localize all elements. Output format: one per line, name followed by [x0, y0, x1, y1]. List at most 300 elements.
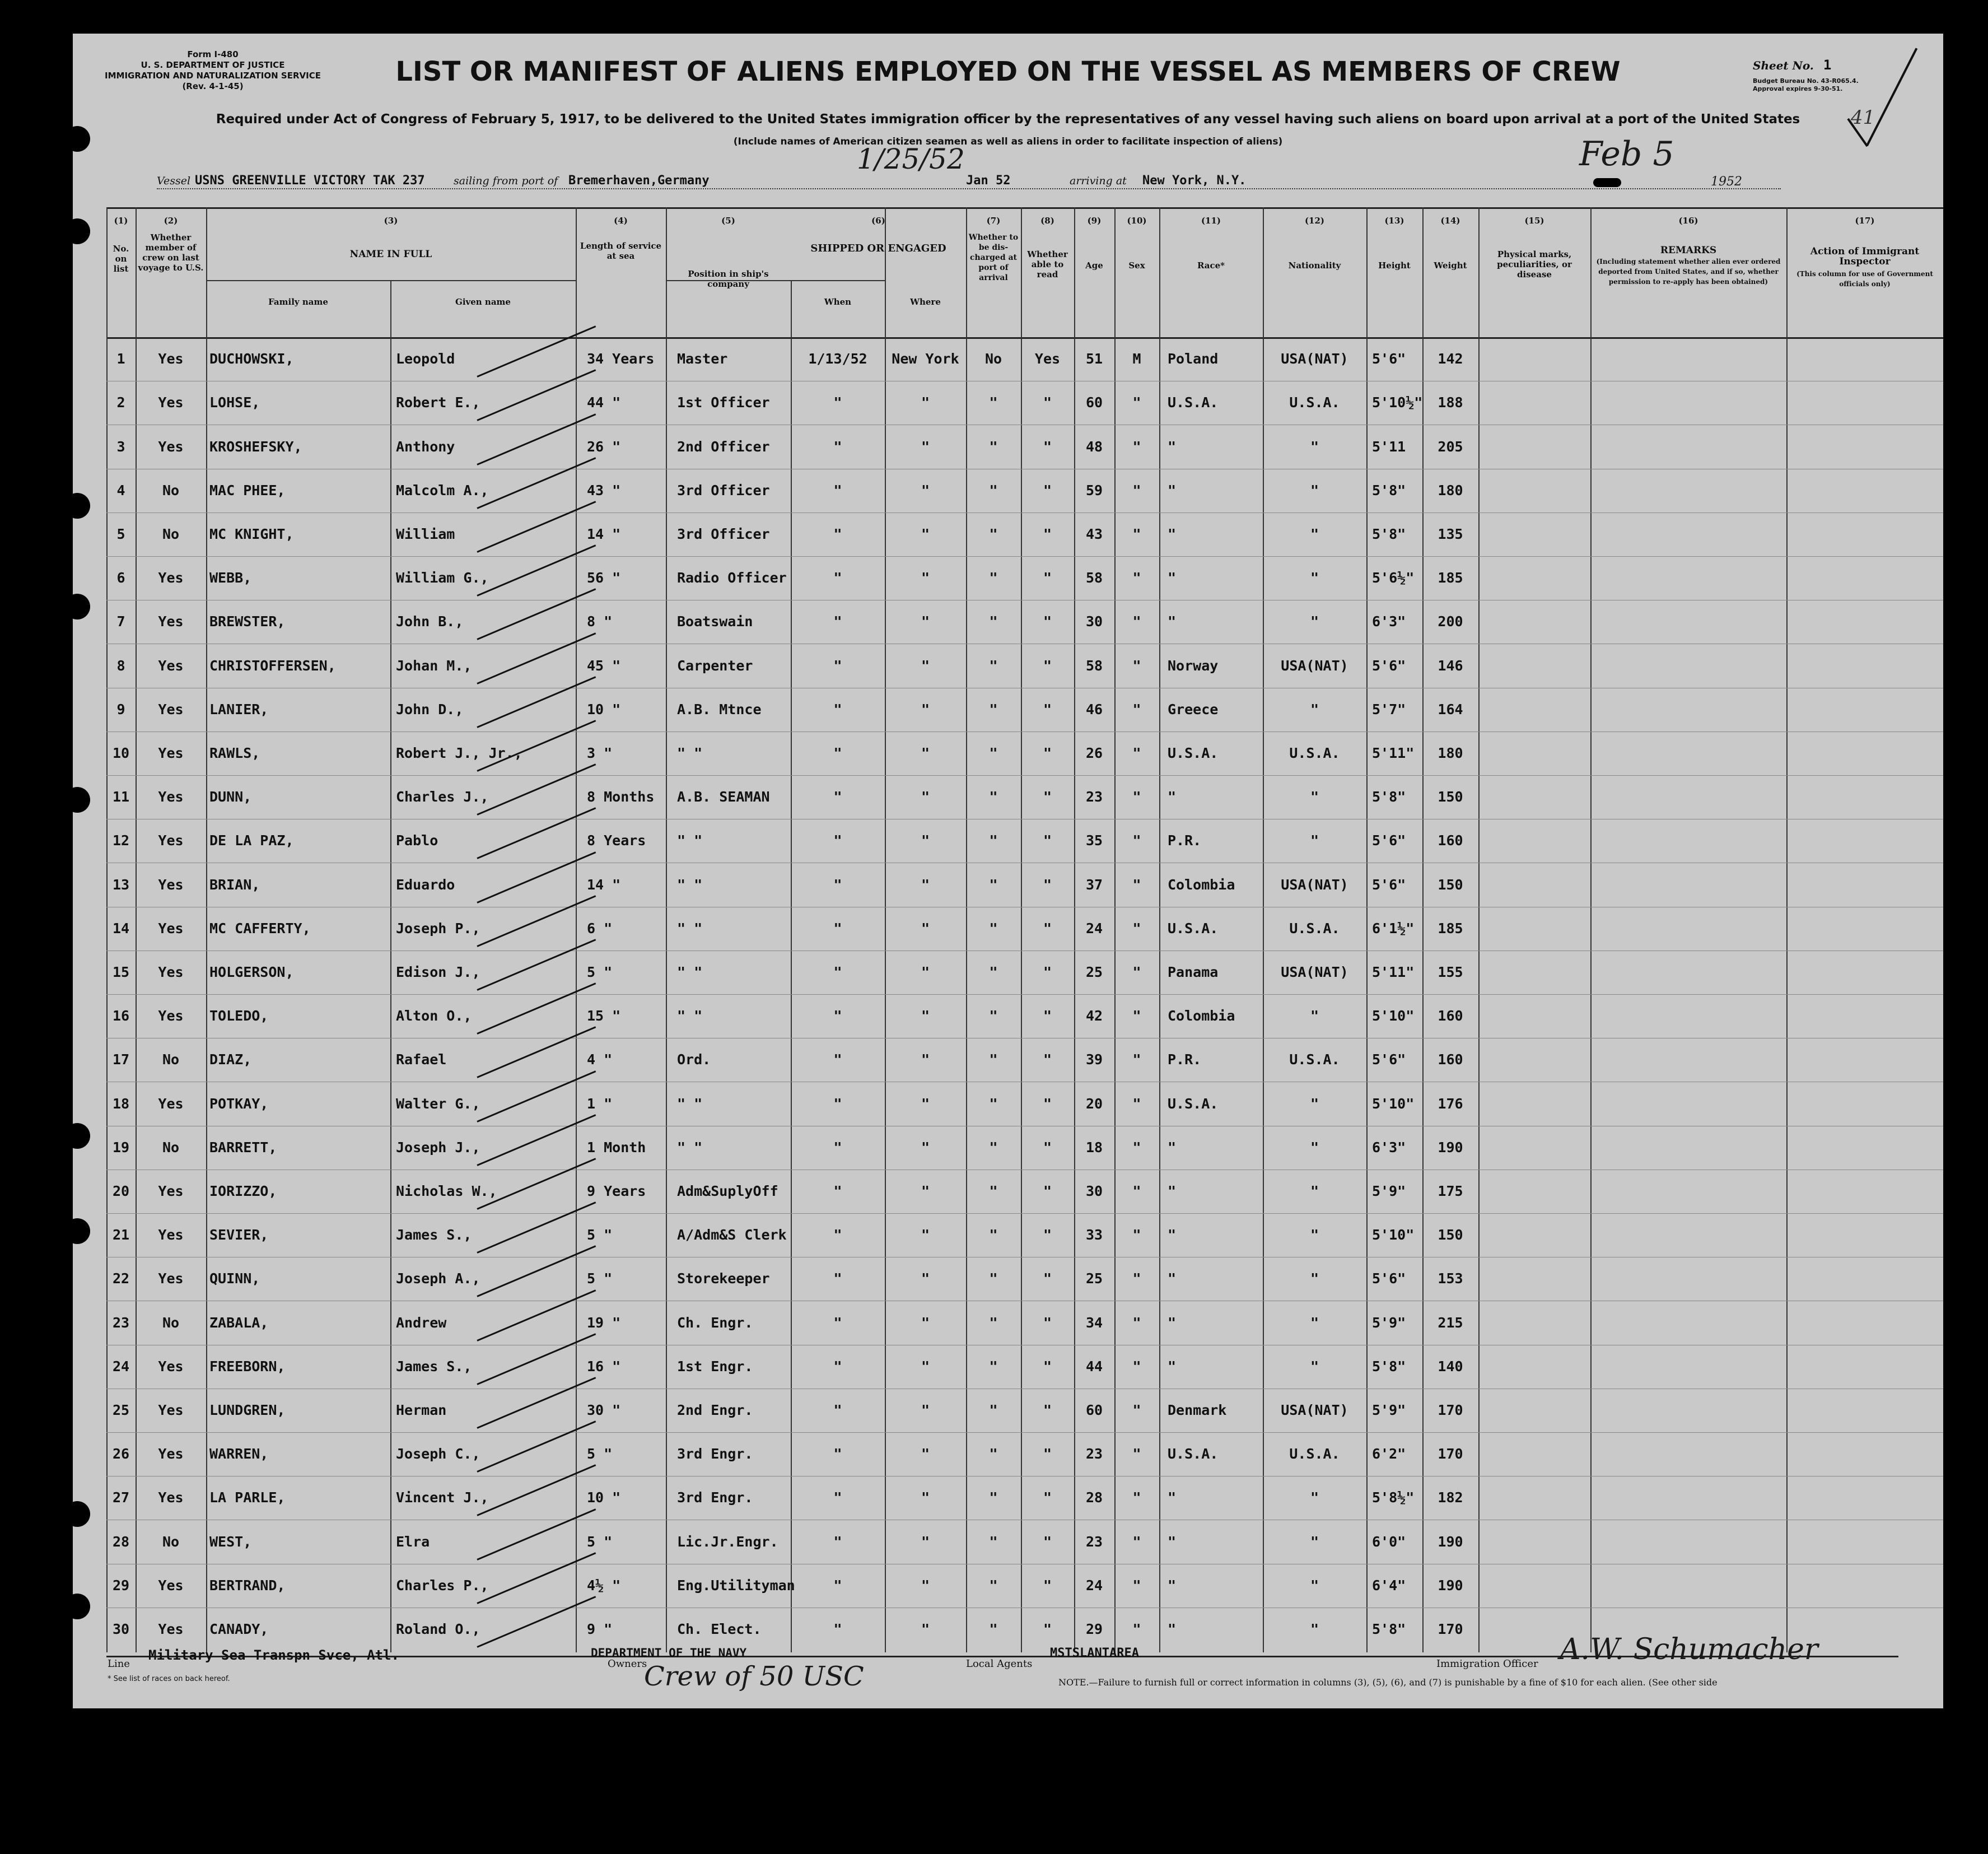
row-10-when: "	[833, 744, 842, 761]
row-10-crew: Yes	[158, 744, 184, 761]
row-21-when: "	[833, 1227, 842, 1243]
row-4-race: "	[1168, 482, 1177, 499]
row-12-read: "	[1043, 832, 1052, 849]
row-14-family: MC CAFFERTY,	[209, 920, 311, 937]
row-5-sex: "	[1132, 525, 1141, 542]
row-11-discharged: "	[989, 789, 998, 805]
manifest-sheet	[73, 34, 1943, 1708]
row-10-position: " "	[677, 744, 703, 761]
row-27-read: "	[1043, 1489, 1052, 1506]
row-17-height: 5'6"	[1372, 1051, 1406, 1068]
row-28-discharged: "	[989, 1533, 998, 1550]
column-header-c16-note: (Including statement whether alien ever ordered deported from United States, and if so, whether permission to re-apply has been obtained)	[1596, 258, 1781, 286]
row-4-when: "	[833, 482, 842, 499]
row-12-weight: 160	[1438, 832, 1463, 849]
row-19-where: "	[921, 1139, 930, 1156]
row-23-crew: No	[162, 1314, 180, 1331]
column-number: (2)	[164, 216, 178, 226]
row-6-no: 6	[116, 570, 125, 586]
form-service: IMMIGRATION AND NATURALIZATION SERVICE	[105, 71, 321, 81]
column-number: (5)	[721, 216, 735, 226]
row-18-race: U.S.A.	[1168, 1095, 1219, 1112]
row-16-family: TOLEDO,	[209, 1008, 269, 1024]
column-rule	[1159, 207, 1160, 1652]
row-22-discharged: "	[989, 1270, 998, 1287]
row-2-nationality: U.S.A.	[1289, 394, 1340, 411]
row-11-crew: Yes	[158, 789, 184, 805]
row-24-position: 1st Engr.	[677, 1358, 753, 1375]
row-15-read: "	[1043, 963, 1052, 980]
row-3-age: 48	[1085, 438, 1103, 455]
row-1-given: Leopold	[396, 351, 455, 367]
row-2-sex: "	[1132, 394, 1141, 411]
column-number: (10)	[1127, 216, 1147, 226]
row-24-read: "	[1043, 1358, 1052, 1375]
row-13-service: 14 "	[587, 876, 621, 893]
row-25-weight: 170	[1438, 1401, 1463, 1418]
column-header-when: When	[824, 297, 852, 307]
row-23-given: Andrew	[396, 1314, 447, 1331]
row-25-height: 5'9"	[1372, 1401, 1406, 1418]
row-6-discharged: "	[989, 570, 998, 586]
punch-hole	[64, 1501, 90, 1527]
row-2-discharged: "	[989, 394, 998, 411]
row-23-read: "	[1043, 1314, 1052, 1331]
column-header-c3-label: NAME IN FULL	[349, 249, 432, 260]
column-number: (8)	[1040, 216, 1054, 226]
row-25-service: 30 "	[587, 1401, 621, 1418]
row-10-height: 5'11"	[1372, 744, 1415, 761]
form-department: U. S. DEPARTMENT OF JUSTICE	[141, 60, 285, 70]
row-20-crew: Yes	[158, 1182, 184, 1199]
row-25-nationality: USA(NAT)	[1281, 1401, 1348, 1418]
row-16-position: " "	[677, 1008, 703, 1024]
punch-hole	[64, 787, 90, 813]
row-15-sex: "	[1132, 963, 1141, 980]
crew-table	[73, 34, 1943, 1708]
row-7-service: 8 "	[587, 613, 613, 630]
column-number: (17)	[1855, 216, 1875, 226]
row-30-weight: 170	[1438, 1620, 1463, 1637]
row-19-read: "	[1043, 1139, 1052, 1156]
row-27-race: "	[1168, 1489, 1177, 1506]
row-25-age: 60	[1085, 1401, 1103, 1418]
column-rule	[1786, 207, 1788, 1652]
row-rule	[106, 556, 1943, 557]
row-18-height: 5'10"	[1372, 1095, 1415, 1112]
row-9-sex: "	[1132, 701, 1141, 718]
arrival-port: New York, N.Y.	[1142, 174, 1247, 188]
row-29-service: 4½ "	[587, 1577, 621, 1594]
manifest-title: LIST OR MANIFEST OF ALIENS EMPLOYED ON THE VESSEL AS MEMBERS OF CREW	[395, 56, 1621, 87]
row-16-no: 16	[112, 1008, 130, 1024]
row-30-height: 5'8"	[1372, 1620, 1406, 1637]
row-5-race: "	[1168, 525, 1177, 542]
row-23-weight: 215	[1438, 1314, 1463, 1331]
row-8-race: Norway	[1168, 657, 1219, 674]
row-20-no: 20	[112, 1182, 130, 1199]
row-28-weight: 190	[1438, 1533, 1463, 1550]
row-20-position: Adm&SuplyOff	[677, 1182, 778, 1199]
row-10-service: 3 "	[587, 744, 613, 761]
row-4-height: 5'8"	[1372, 482, 1406, 499]
row-12-service: 8 Years	[587, 832, 646, 849]
row-28-family: WEST,	[209, 1533, 252, 1550]
row-20-nationality: "	[1310, 1182, 1319, 1199]
row-29-family: BERTRAND,	[209, 1577, 286, 1594]
row-8-discharged: "	[989, 657, 998, 674]
column-number: (11)	[1201, 216, 1221, 226]
row-22-when: "	[833, 1270, 842, 1287]
row-28-age: 23	[1085, 1533, 1103, 1550]
row-30-when: "	[833, 1620, 842, 1637]
row-22-crew: Yes	[158, 1270, 184, 1287]
column-rule	[576, 207, 577, 1652]
row-17-position: Ord.	[677, 1051, 711, 1068]
row-18-no: 18	[112, 1095, 130, 1112]
row-17-race: P.R.	[1168, 1051, 1202, 1068]
row-9-service: 10 "	[587, 701, 621, 718]
row-16-where: "	[921, 1008, 930, 1024]
row-25-position: 2nd Engr.	[677, 1401, 753, 1418]
row-13-race: Colombia	[1168, 876, 1235, 893]
row-22-nationality: "	[1310, 1270, 1319, 1287]
row-7-sex: "	[1132, 613, 1141, 630]
row-22-age: 25	[1085, 1270, 1103, 1287]
row-28-crew: No	[162, 1533, 180, 1550]
row-24-nationality: "	[1310, 1358, 1319, 1375]
handwritten-arrival-date: Feb 5	[1579, 134, 1674, 174]
punch-hole	[64, 1123, 90, 1149]
row-9-discharged: "	[989, 701, 998, 718]
budget-line-1: Budget Bureau No. 43-R065.4.	[1753, 77, 1859, 85]
column-header-c17-note: (This column for use of Government officials only)	[1796, 270, 1933, 288]
row-4-read: "	[1043, 482, 1052, 499]
row-15-crew: Yes	[158, 963, 184, 980]
agents-value: MSTSLANTAREA	[1050, 1646, 1139, 1660]
row-21-nationality: "	[1310, 1227, 1319, 1243]
row-7-crew: Yes	[158, 613, 184, 630]
line-value: Military Sea Transpn Svce, Atl.	[148, 1647, 399, 1663]
column-number: (9)	[1087, 216, 1102, 226]
row-30-family: CANADY,	[209, 1620, 269, 1637]
row-15-no: 15	[112, 963, 130, 980]
row-17-when: "	[833, 1051, 842, 1068]
row-10-where: "	[921, 744, 930, 761]
manifest-subtitle: Required under Act of Congress of February 5, 1917, to be delivered to the United States immigration officer by the representatives of any vessel having such aliens on board upon arrival at a port of the United States	[216, 112, 1800, 127]
officer-signature: A.W. Schumacher	[1560, 1633, 1818, 1666]
row-1-position: Master	[677, 351, 728, 367]
row-26-no: 26	[112, 1446, 130, 1462]
row-28-given: Elra	[396, 1533, 430, 1550]
row-4-no: 4	[116, 482, 125, 499]
row-17-given: Rafael	[396, 1051, 447, 1068]
row-12-position: " "	[677, 832, 703, 849]
column-number: (3)	[384, 216, 398, 226]
row-26-when: "	[833, 1446, 842, 1462]
row-23-discharged: "	[989, 1314, 998, 1331]
row-7-nationality: "	[1310, 613, 1319, 630]
row-11-weight: 150	[1438, 789, 1463, 805]
row-20-discharged: "	[989, 1182, 998, 1199]
row-7-when: "	[833, 613, 842, 630]
column-number: (16)	[1678, 216, 1698, 226]
column-header-given-name: Given name	[455, 297, 511, 307]
row-6-when: "	[833, 570, 842, 586]
row-5-family: MC KNIGHT,	[209, 525, 294, 542]
row-13-height: 5'6"	[1372, 876, 1406, 893]
row-16-weight: 160	[1438, 1008, 1463, 1024]
row-15-weight: 155	[1438, 963, 1463, 980]
row-24-discharged: "	[989, 1358, 998, 1375]
row-27-where: "	[921, 1489, 930, 1506]
row-28-nationality: "	[1310, 1533, 1319, 1550]
row-19-race: "	[1168, 1139, 1177, 1156]
row-19-no: 19	[112, 1139, 130, 1156]
row-19-position: " "	[677, 1139, 703, 1156]
budget-line-2: Approval expires 9-30-51.	[1753, 85, 1843, 92]
row-19-height: 6'3"	[1372, 1139, 1406, 1156]
row-30-where: "	[921, 1620, 930, 1637]
row-24-when: "	[833, 1358, 842, 1375]
row-10-no: 10	[112, 744, 130, 761]
row-4-where: "	[921, 482, 930, 499]
row-6-position: Radio Officer	[677, 570, 787, 586]
row-27-given: Vincent J.,	[396, 1489, 489, 1506]
row-30-nationality: "	[1310, 1620, 1319, 1637]
row-12-height: 5'6"	[1372, 832, 1406, 849]
row-11-where: "	[921, 789, 930, 805]
row-14-read: "	[1043, 920, 1052, 937]
row-9-crew: Yes	[158, 701, 184, 718]
row-5-age: 43	[1085, 525, 1103, 542]
row-8-position: Carpenter	[677, 657, 753, 674]
row-22-given: Joseph A.,	[396, 1270, 480, 1287]
row-9-family: LANIER,	[209, 701, 269, 718]
row-9-race: Greece	[1168, 701, 1219, 718]
row-5-where: "	[921, 525, 930, 542]
row-3-height: 5'11	[1372, 438, 1406, 455]
row-16-given: Alton O.,	[396, 1008, 472, 1024]
row-8-when: "	[833, 657, 842, 674]
row-28-position: Lic.Jr.Engr.	[677, 1533, 778, 1550]
row-23-age: 34	[1085, 1314, 1103, 1331]
owners-value: DEPARTMENT OF THE NAVY	[591, 1646, 747, 1660]
row-29-given: Charles P.,	[396, 1577, 489, 1594]
row-24-no: 24	[112, 1358, 130, 1375]
punch-hole	[64, 1594, 90, 1619]
row-3-sex: "	[1132, 438, 1141, 455]
row-18-service: 1 "	[587, 1095, 613, 1112]
row-16-nationality: "	[1310, 1008, 1319, 1024]
row-3-given: Anthony	[396, 438, 455, 455]
row-29-race: "	[1168, 1577, 1177, 1594]
row-10-weight: 180	[1438, 744, 1463, 761]
row-11-no: 11	[112, 789, 130, 805]
row-5-when: "	[833, 525, 842, 542]
row-13-family: BRIAN,	[209, 876, 260, 893]
row-21-position: A/Adm&S Clerk	[677, 1227, 787, 1243]
row-4-age: 59	[1085, 482, 1103, 499]
row-30-service: 9 "	[587, 1620, 613, 1637]
row-19-age: 18	[1085, 1139, 1103, 1156]
row-2-race: U.S.A.	[1168, 394, 1219, 411]
row-15-nationality: USA(NAT)	[1281, 963, 1348, 980]
row-28-race: "	[1168, 1533, 1177, 1550]
column-number: (12)	[1304, 216, 1325, 226]
column-rule	[1366, 207, 1368, 1652]
row-18-weight: 176	[1438, 1095, 1463, 1112]
row-21-read: "	[1043, 1227, 1052, 1243]
row-4-sex: "	[1132, 482, 1141, 499]
punch-hole	[64, 493, 90, 519]
row-14-weight: 185	[1438, 920, 1463, 937]
row-19-weight: 190	[1438, 1139, 1463, 1156]
row-3-read: "	[1043, 438, 1052, 455]
row-5-crew: No	[162, 525, 180, 542]
row-9-read: "	[1043, 701, 1052, 718]
row-14-when: "	[833, 920, 842, 937]
row-9-where: "	[921, 701, 930, 718]
row-30-position: Ch. Elect.	[677, 1620, 762, 1637]
arriving-label: arriving at	[1070, 175, 1127, 187]
row-21-race: "	[1168, 1227, 1177, 1243]
row-29-sex: "	[1132, 1577, 1141, 1594]
row-22-height: 5'6"	[1372, 1270, 1406, 1287]
row-2-weight: 188	[1438, 394, 1463, 411]
row-13-sex: "	[1132, 876, 1141, 893]
row-26-sex: "	[1132, 1446, 1141, 1462]
row-4-discharged: "	[989, 482, 998, 499]
owners-label: Owners	[608, 1658, 647, 1670]
row-22-where: "	[921, 1270, 930, 1287]
row-21-sex: "	[1132, 1227, 1141, 1243]
row-13-given: Eduardo	[396, 876, 455, 893]
row-5-given: William	[396, 525, 455, 542]
row-26-discharged: "	[989, 1446, 998, 1462]
row-29-no: 29	[112, 1577, 130, 1594]
row-11-when: "	[833, 789, 842, 805]
row-6-crew: Yes	[158, 570, 184, 586]
row-12-when: "	[833, 832, 842, 849]
row-19-family: BARRETT,	[209, 1139, 277, 1156]
row-8-height: 5'6"	[1372, 657, 1406, 674]
line-label: Line	[108, 1658, 130, 1670]
row-7-family: BREWSTER,	[209, 613, 286, 630]
row-13-where: "	[921, 876, 930, 893]
row-11-nationality: "	[1310, 789, 1319, 805]
row-6-family: WEBB,	[209, 570, 252, 586]
row-4-nationality: "	[1310, 482, 1319, 499]
column-number: (13)	[1384, 216, 1404, 226]
sheet-label: Sheet No.	[1753, 59, 1814, 72]
row-8-service: 45 "	[587, 657, 621, 674]
row-11-read: "	[1043, 789, 1052, 805]
row-1-height: 5'6"	[1372, 351, 1406, 367]
row-22-no: 22	[112, 1270, 130, 1287]
row-4-service: 43 "	[587, 482, 621, 499]
races-note: * See list of races on back hereof.	[108, 1675, 230, 1683]
row-18-where: "	[921, 1095, 930, 1112]
row-24-age: 44	[1085, 1358, 1103, 1375]
row-8-weight: 146	[1438, 657, 1463, 674]
column-number: (1)	[114, 216, 128, 226]
row-2-where: "	[921, 394, 930, 411]
row-18-crew: Yes	[158, 1095, 184, 1112]
row-25-discharged: "	[989, 1401, 998, 1418]
row-10-discharged: "	[989, 744, 998, 761]
row-27-when: "	[833, 1489, 842, 1506]
row-29-weight: 190	[1438, 1577, 1463, 1594]
row-8-read: "	[1043, 657, 1052, 674]
vessel-label: Vessel	[157, 175, 191, 187]
column-header-c8-label: Whether able to read	[1027, 249, 1068, 280]
sailing-label: sailing from port of	[454, 175, 558, 187]
row-16-crew: Yes	[158, 1008, 184, 1024]
row-27-service: 10 "	[587, 1489, 621, 1506]
row-13-position: " "	[677, 876, 703, 893]
row-14-sex: "	[1132, 920, 1141, 937]
column-number: (15)	[1524, 216, 1544, 226]
column-header-c2-label: Whether member of crew on last voyage to U.S.	[138, 232, 204, 273]
row-14-position: " "	[677, 920, 703, 937]
row-26-family: WARREN,	[209, 1446, 269, 1462]
row-8-family: CHRISTOFFERSEN,	[209, 657, 336, 674]
column-rule	[1590, 207, 1592, 1652]
row-29-position: Eng.Utilityman	[677, 1577, 795, 1594]
row-26-where: "	[921, 1446, 930, 1462]
row-24-crew: Yes	[158, 1358, 184, 1375]
penalty-note: NOTE.—Failure to furnish full or correct information in columns (3), (5), (6), and (7) is punishable by a fine of $10 for each alien. (See other side	[1058, 1677, 1718, 1688]
row-21-given: James S.,	[396, 1227, 472, 1243]
row-5-height: 5'8"	[1372, 525, 1406, 542]
row-22-sex: "	[1132, 1270, 1141, 1287]
row-9-given: John D.,	[396, 701, 464, 718]
row-6-weight: 185	[1438, 570, 1463, 586]
row-4-weight: 180	[1438, 482, 1463, 499]
row-29-height: 6'4"	[1372, 1577, 1406, 1594]
row-3-weight: 205	[1438, 438, 1463, 455]
row-16-age: 42	[1085, 1008, 1103, 1024]
row-22-read: "	[1043, 1270, 1052, 1287]
row-10-sex: "	[1132, 744, 1141, 761]
row-4-crew: No	[162, 482, 180, 499]
row-20-race: "	[1168, 1182, 1177, 1199]
form-number: Form I-480	[187, 49, 239, 59]
arrival-year: 1952	[1711, 175, 1742, 189]
row-5-weight: 135	[1438, 525, 1463, 542]
row-13-no: 13	[112, 876, 130, 893]
row-1-race: Poland	[1168, 351, 1219, 367]
row-3-nationality: "	[1310, 438, 1319, 455]
row-15-discharged: "	[989, 963, 998, 980]
row-3-discharged: "	[989, 438, 998, 455]
row-15-service: 5 "	[587, 963, 613, 980]
row-14-no: 14	[112, 920, 130, 937]
row-21-where: "	[921, 1227, 930, 1243]
row-16-race: Colombia	[1168, 1008, 1235, 1024]
row-23-no: 23	[112, 1314, 130, 1331]
column-header-where: Where	[910, 297, 941, 307]
row-29-nationality: "	[1310, 1577, 1319, 1594]
row-23-position: Ch. Engr.	[677, 1314, 753, 1331]
row-3-when: "	[833, 438, 842, 455]
handwritten-crew-note: Crew of 50 USC	[644, 1661, 864, 1692]
row-30-age: 29	[1085, 1620, 1103, 1637]
row-17-nationality: U.S.A.	[1289, 1051, 1340, 1068]
row-26-age: 23	[1085, 1446, 1103, 1462]
row-26-height: 6'2"	[1372, 1446, 1406, 1462]
